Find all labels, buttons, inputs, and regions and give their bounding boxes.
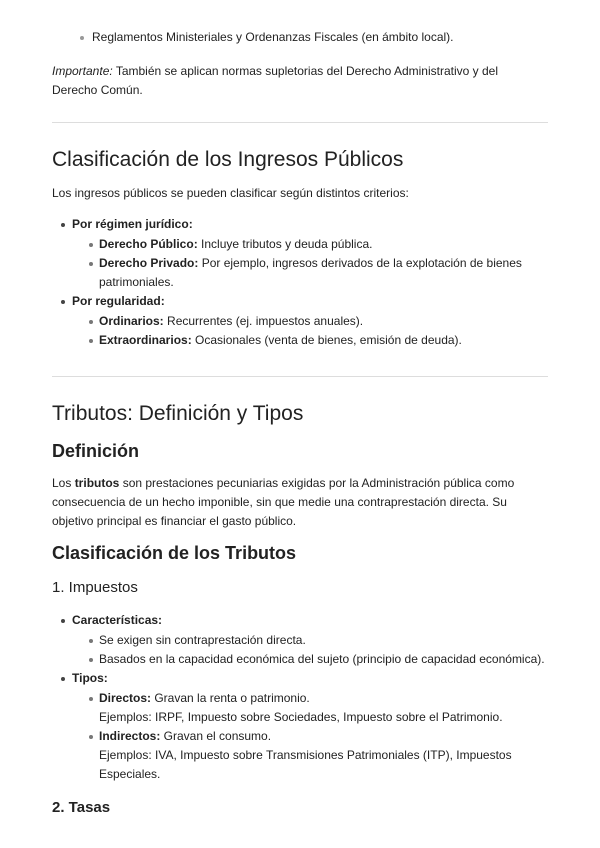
term-text: Recurrentes (ej. impuestos anuales). <box>163 314 364 328</box>
term-text: Gravan la renta o patrimonio. <box>151 691 310 705</box>
sublist <box>72 689 552 784</box>
examples-text: Ejemplos: IVA, Impuesto sobre Transmisiones Patrimoniales (ITP), Impuestos Especiales. <box>99 748 512 781</box>
list-item <box>52 292 548 350</box>
term: Indirectos: <box>99 729 161 743</box>
sublist <box>72 312 548 350</box>
list-item-label: Por regularidad: <box>72 294 165 308</box>
divider <box>52 376 548 377</box>
list-item: Se exigen sin contraprestación directa. <box>72 631 552 650</box>
sublist <box>72 631 552 669</box>
sublist <box>72 235 548 292</box>
section-intro: Los ingresos públicos se pueden clasificar según distintos criterios: <box>52 186 409 200</box>
list-item-label: Por régimen jurídico: <box>72 217 193 231</box>
list-item <box>72 312 548 331</box>
list-item <box>72 235 548 254</box>
ingresos-list <box>52 215 548 350</box>
important-note <box>52 62 522 100</box>
important-text: También se aplican normas supletorias del Derecho Administrativo y del Derecho Común. <box>52 64 499 97</box>
clasificacion-heading: Clasificación de los Tributos <box>52 543 297 563</box>
list-item <box>72 331 548 350</box>
definicion-paragraph <box>52 474 520 531</box>
tasas-heading: 2. Tasas <box>52 799 111 816</box>
section-heading-ingresos: Clasificación de los Ingresos Públicos <box>52 148 404 171</box>
top-list <box>0 28 560 47</box>
term: Extraordinarios: <box>99 333 192 347</box>
term-text: Incluye tributos y deuda pública. <box>197 237 373 251</box>
list-item <box>52 611 552 669</box>
list-item: Basados en la capacidad económica del sujeto (principio de capacidad económica). <box>72 650 552 669</box>
divider <box>52 122 548 123</box>
term-text: Ocasionales (venta de bienes, emisión de deuda). <box>191 333 462 347</box>
definicion-text-post: son prestaciones pecuniarias exigidas por la Administración pública como consecuencia de un hecho imponible, sin que medie una contraprestación directa. Su objetivo principal es financiar el gasto público. <box>52 476 515 528</box>
term: Derecho Público: <box>99 237 198 251</box>
impuestos-list <box>52 611 552 784</box>
list-item <box>72 727 552 784</box>
term: Derecho Privado: <box>99 256 199 270</box>
list-item <box>72 254 548 292</box>
examples-text: Ejemplos: IRPF, Impuesto sobre Sociedades, Impuesto sobre el Patrimonio. <box>99 710 503 724</box>
important-label: Importante: <box>52 64 113 78</box>
definicion-heading: Definición <box>52 441 140 461</box>
term: Ordinarios: <box>99 314 164 328</box>
list-item-label: Tipos: <box>72 671 108 685</box>
impuestos-heading: 1. Impuestos <box>52 579 138 596</box>
list-item: Reglamentos Ministeriales y Ordenanzas Fiscales (en ámbito local). <box>0 28 560 47</box>
definicion-text-pre: Los <box>52 476 75 490</box>
term-text: Gravan el consumo. <box>160 729 272 743</box>
list-item <box>52 669 552 784</box>
list-item-label: Características: <box>72 613 163 627</box>
term: Directos: <box>99 691 152 705</box>
section-heading-tributos: Tributos: Definición y Tipos <box>52 402 304 425</box>
definicion-term: tributos <box>74 476 120 490</box>
term-text: Por ejemplo, ingresos derivados de la explotación de bienes patrimoniales. <box>99 256 522 289</box>
list-item <box>72 689 552 727</box>
list-item <box>52 215 548 292</box>
